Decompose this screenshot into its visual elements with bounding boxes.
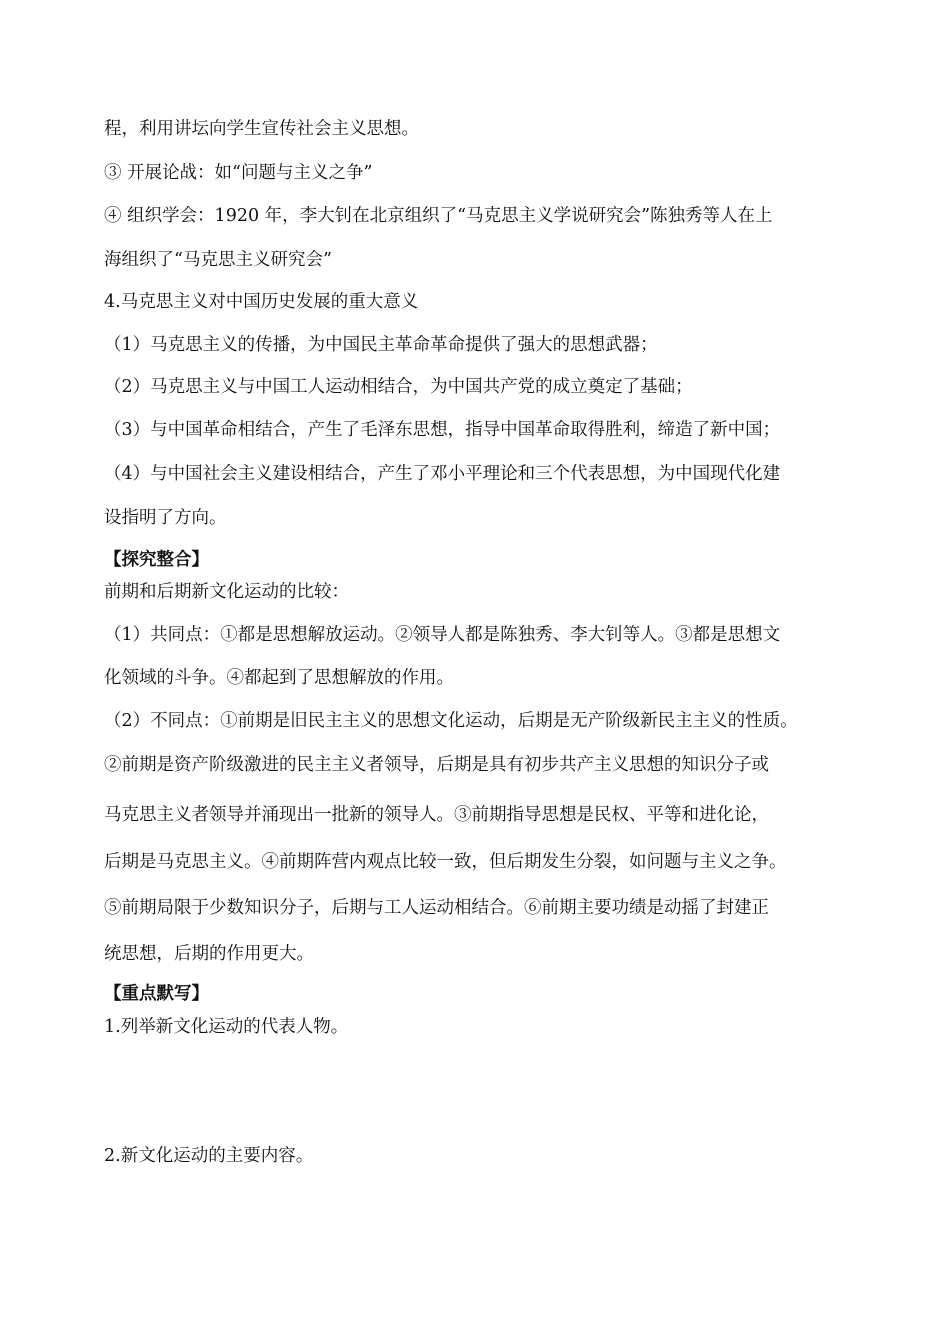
list-item: （2）不同点：①前期是旧民主主义的思想文化运动，后期是无产阶级新民主主义的性质。 — [104, 711, 798, 731]
list-item: （3）与中国革命相结合，产生了毛泽东思想，指导中国革命取得胜利，缔造了新中国； — [104, 420, 781, 440]
text-line: 统思想，后期的作用更大。 — [104, 944, 314, 964]
section-heading: 【探究整合】 — [104, 550, 209, 570]
text-line: 程，利用讲坛向学生宣传社会主义思想。 — [104, 119, 419, 139]
question-item: 1.列举新文化运动的代表人物。 — [104, 1017, 349, 1037]
list-item: （2）马克思主义与中国工人运动相结合，为中国共产党的成立奠定了基础； — [104, 377, 693, 397]
list-item: （4）与中国社会主义建设相结合，产生了邓小平理论和三个代表思想，为中国现代化建 — [104, 464, 781, 484]
list-item: ④ 组织学会：1920 年，李大钊在北京组织了“马克思主义学说研究会”陈独秀等人在上 — [104, 206, 773, 226]
section-heading: 【重点默写】 — [104, 984, 209, 1004]
text-line: 马克思主义者领导并涌现出一批新的领导人。③前期指导思想是民权、平等和进化论， — [104, 805, 769, 825]
text-line: 后期是马克思主义。④前期阵营内观点比较一致，但后期发生分裂，如问题与主义之争。 — [104, 852, 787, 872]
text-line: 海组织了“马克思主义研究会” — [104, 250, 332, 270]
text-line: ⑤前期局限于少数知识分子，后期与工人运动相结合。⑥前期主要功绩是动摇了封建正 — [104, 898, 769, 918]
list-item: （1）马克思主义的传播，为中国民主革命革命提供了强大的思想武器； — [104, 335, 658, 355]
question-item: 2.新文化运动的主要内容。 — [104, 1146, 314, 1166]
section-heading: 4.马克思主义对中国历史发展的重大意义 — [104, 292, 419, 312]
text-line: 化领域的斗争。④都起到了思想解放的作用。 — [104, 668, 454, 688]
list-item: ③ 开展论战：如“问题与主义之争” — [104, 163, 373, 183]
text-line: 设指明了方向。 — [104, 508, 227, 528]
text-line: 前期和后期新文化运动的比较： — [104, 582, 349, 602]
list-item: （1）共同点：①都是思想解放运动。②领导人都是陈独秀、李大钊等人。③都是思想文 — [104, 625, 781, 645]
text-line: ②前期是资产阶级激进的民主主义者领导，后期是具有初步共产主义思想的知识分子或 — [104, 755, 769, 775]
